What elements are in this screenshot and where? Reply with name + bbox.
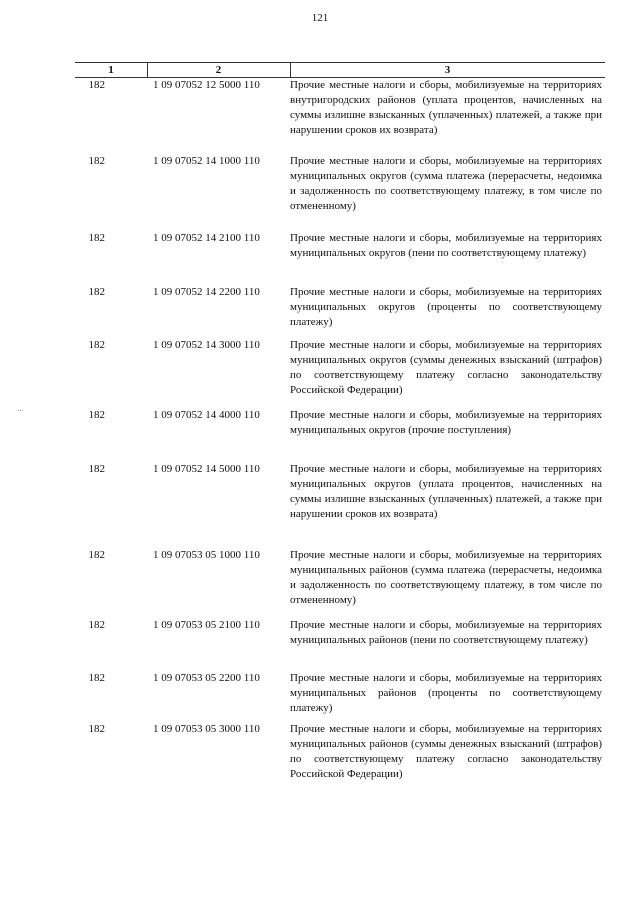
- table-row: [75, 154, 605, 231]
- admin-code-cell: 182: [88, 723, 105, 735]
- scan-edge-mark: [18, 410, 23, 411]
- description-cell: Прочие местные налоги и сборы, мобилизуемые на территориях муниципальных округов (сумма платежа (перерасчеты, недоимка и задолженность по соответствующему платежу, в том числе по отмененному): [290, 155, 602, 212]
- budget-code-cell: 1 09 07052 14 1000 110: [153, 155, 260, 167]
- table-row: [75, 548, 605, 618]
- table-row: [75, 285, 605, 338]
- budget-code-cell: 1 09 07053 05 3000 110: [153, 723, 260, 735]
- page-number: 121: [311, 12, 329, 24]
- budget-code-cell: 1 09 07052 14 4000 110: [153, 409, 260, 421]
- table-row: [75, 408, 605, 462]
- description-cell: Прочие местные налоги и сборы, мобилизуемые на территориях муниципальных районов (пени по соответствующему платежу): [290, 619, 602, 646]
- table-row: [75, 462, 605, 548]
- description-cell: Прочие местные налоги и сборы, мобилизуемые на территориях муниципальных округов (пени по соответствующему платежу): [290, 232, 602, 259]
- admin-code-cell: 182: [88, 672, 105, 684]
- table-row: [75, 231, 605, 285]
- description-cell: Прочие местные налоги и сборы, мобилизуемые на территориях муниципальных округов (суммы денежных взысканий (штрафов) по соответствующему платежу согласно законодательству Российской Федерации): [290, 339, 602, 396]
- table-row: [75, 78, 605, 154]
- budget-code-cell: 1 09 07053 05 1000 110: [153, 549, 260, 561]
- table-row: [75, 671, 605, 722]
- header-col-1: 1: [108, 64, 114, 76]
- revenue-codes-table: [75, 62, 605, 794]
- table-row: [75, 722, 605, 794]
- admin-code-cell: 182: [88, 463, 105, 475]
- table-row: [75, 618, 605, 671]
- admin-code-cell: 182: [88, 79, 105, 91]
- admin-code-cell: 182: [88, 409, 105, 421]
- budget-code-cell: 1 09 07053 05 2200 110: [153, 672, 260, 684]
- description-cell: Прочие местные налоги и сборы, мобилизуемые на территориях муниципальных округов (уплата процентов, начисленных на суммы излишне взысканных (уплаченных) платежей, а также при нарушении сроков их возврата): [290, 463, 602, 520]
- header-col-3: 3: [444, 64, 451, 76]
- admin-code-cell: 182: [88, 286, 105, 298]
- budget-code-cell: 1 09 07052 14 3000 110: [153, 339, 260, 351]
- budget-code-cell: 1 09 07052 14 5000 110: [153, 463, 260, 475]
- table-header: [75, 62, 605, 78]
- admin-code-cell: 182: [88, 155, 105, 167]
- admin-code-cell: 182: [88, 339, 105, 351]
- budget-code-cell: 1 09 07052 12 5000 110: [153, 79, 260, 91]
- header-col-2: 2: [215, 64, 222, 76]
- admin-code-cell: 182: [88, 549, 105, 561]
- admin-code-cell: 182: [88, 619, 105, 631]
- description-cell: Прочие местные налоги и сборы, мобилизуемые на территориях муниципальных районов (проценты по соответствующему платежу): [290, 672, 602, 714]
- table-row: [75, 338, 605, 408]
- budget-code-cell: 1 09 07052 14 2200 110: [153, 286, 260, 298]
- table-body: [75, 78, 605, 794]
- budget-code-cell: 1 09 07052 14 2100 110: [153, 232, 260, 244]
- description-cell: Прочие местные налоги и сборы, мобилизуемые на территориях муниципальных районов (суммы денежных взысканий (штрафов) по соответствующему платежу согласно законодательству Российской Федерации): [290, 723, 602, 780]
- description-cell: Прочие местные налоги и сборы, мобилизуемые на территориях муниципальных округов (прочие поступления): [290, 409, 602, 436]
- description-cell: Прочие местные налоги и сборы, мобилизуемые на территориях муниципальных районов (сумма платежа (перерасчеты, недоимка и задолженность по соответствующему платежу, в том числе по отмененному): [290, 549, 602, 606]
- description-cell: Прочие местные налоги и сборы, мобилизуемые на территориях муниципальных округов (проценты по соответствующему платежу): [290, 286, 602, 328]
- admin-code-cell: 182: [88, 232, 105, 244]
- budget-code-cell: 1 09 07053 05 2100 110: [153, 619, 260, 631]
- description-cell: Прочие местные налоги и сборы, мобилизуемые на территориях внутригородских районов (уплата процентов, начисленных на суммы излишне взысканных (уплаченных) платежей, а также при нарушении сроков их возврата): [290, 79, 602, 136]
